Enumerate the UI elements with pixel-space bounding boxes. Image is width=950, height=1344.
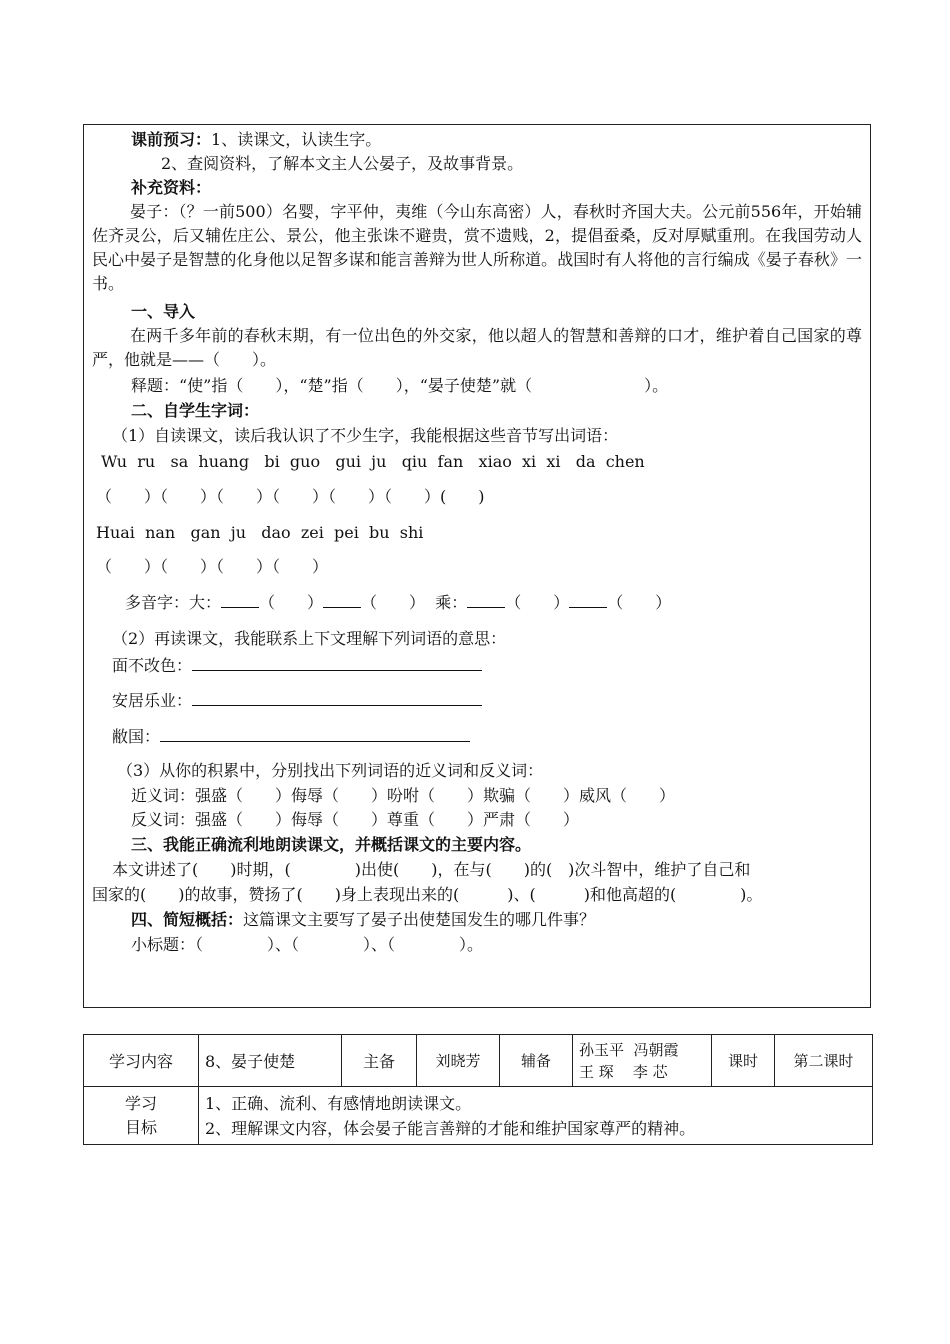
goal-2: 2、理解课文内容，体会晏子能言善辩的才能和维护国家尊严的精神。 (205, 1118, 696, 1138)
vocab-q1: （1）自读课文，读后我认识了不少生字，我能根据这些音节写出词语： (112, 426, 619, 445)
word-meaning-3 (112, 725, 470, 749)
main-value: 刘晓芳 (417, 1035, 500, 1087)
word-meaning-1 (112, 654, 482, 678)
pinyin-row-1: Wu ru sa huang bi guo gui ju qiu fan xiao xi xi da chen (101, 452, 645, 471)
synonyms-line: 近义词：强盛（ ）侮辱（ ）吩咐（ ）欺骗（ ）威风（ ） (131, 786, 676, 805)
preview-item-1: 1、读课文，认读生字。 (211, 130, 382, 149)
title-explain: 释题：“使”指（ ），“楚”指（ ），“晏子使楚”就（ ）。 (131, 376, 669, 395)
pinyin-row-2: Huai nan gan ju dao zei pei bu shi (96, 523, 424, 542)
goal-label-line-2: 目标 (124, 1117, 157, 1137)
goal-1: 1、正确、流利、有感情地朗读课文。 (205, 1093, 472, 1113)
summary-question: 这篇课文主要写了晏子出使楚国发生的哪几件事？ (243, 910, 596, 929)
content-value: 8、晏子使楚 (199, 1035, 342, 1087)
content-label: 学习内容 (84, 1035, 199, 1087)
word-label: 安居乐业： (112, 691, 193, 710)
blanks-row-1: （ ）（ ）（ ）（ ）（ ）（ ）( ) (96, 487, 485, 506)
table-row (84, 1087, 873, 1145)
word-label: 面不改色： (112, 656, 193, 675)
period-label: 课时 (712, 1035, 775, 1087)
polyphone-label: 多音字： (125, 593, 190, 612)
read-line-1: 本文讲述了( )时期，( )出使( )，在与( )的( )次斗智中，维护了自己和 (112, 860, 751, 879)
summary-line (131, 908, 595, 932)
summary-heading: 四、简短概括： (131, 910, 244, 929)
assist-label: 辅备 (500, 1035, 573, 1087)
intro-text: 在两千多年前的春秋末期，有一位出色的外交家，他以超人的智慧和善辩的口才，维护着自己国家的尊严，他就是——（ ）。 (92, 326, 862, 369)
assist-names-line-1: 孙玉平 冯朝霞 (579, 1040, 679, 1059)
subtitles-line: 小标题：（ ）、（ ）、（ ）。 (131, 935, 484, 954)
main-label: 主备 (342, 1035, 417, 1087)
goal-label-line-1: 学习 (124, 1093, 157, 1113)
vocab-q2: （2）再读课文，我能联系上下文理解下列词语的意思： (112, 629, 507, 648)
read-heading: 三、我能正确流利地朗读课文，并概括课文的主要内容。 (131, 835, 532, 854)
goal-label (84, 1087, 199, 1145)
word-meaning-2 (112, 689, 482, 713)
preview-item-2: 2、查阅资料，了解本文主人公晏子，及故事背景。 (161, 154, 524, 173)
word-label: 敝国： (112, 727, 161, 746)
paren-blank: （ ） (361, 593, 426, 612)
supplement-text: 晏子：（？一前500）名婴，字平仲，夷维（今山东高密）人，春秋时齐国大夫。公元前556年，开始辅佐齐灵公，后又辅佐庄公、景公，他主张诛不避贵，赏不遗贱，2，提倡蚕桑，反对厚赋重刑。在我国劳动人民心中晏子是智慧的化身他以足智多谋和能言善辩为世人所称道。战国时有人将他的言行编成《晏子春秋》一书。 (92, 202, 862, 293)
answer-line (192, 654, 482, 671)
goal-content (199, 1087, 873, 1145)
preview-label: 课前预习： (131, 130, 212, 149)
polyphone-line (125, 591, 671, 615)
supplement-label: 补充资料： (131, 178, 212, 197)
answer-line (192, 689, 482, 706)
assist-names-line-2: 王 琛 李 芯 (579, 1062, 668, 1081)
assist-names (573, 1035, 712, 1087)
read-line-2: 国家的( )的故事，赞扬了( )身上表现出来的( )、( )和他高超的( )。 (92, 885, 763, 904)
vocab-heading: 二、自学生字词： (131, 401, 260, 420)
blank-line (221, 591, 259, 608)
antonyms-line: 反义词：强盛（ ）侮辱（ ）尊重（ ）严肃（ ） (131, 810, 580, 829)
intro-heading: 一、导入 (131, 302, 196, 321)
period-value: 第二课时 (775, 1035, 873, 1087)
poly-cheng: 乘： (435, 593, 468, 612)
lesson-info-table (83, 1034, 873, 1145)
blank-line (569, 591, 607, 608)
vocab-q3: （3）从你的积累中，分别找出下列词语的近义词和反义词： (117, 761, 544, 780)
preview-line (131, 128, 381, 152)
paren-blank: （ ） (259, 593, 324, 612)
poly-da: 大： (189, 593, 222, 612)
table-row (84, 1035, 873, 1087)
paren-blank: （ ） (505, 593, 570, 612)
answer-line (160, 725, 470, 742)
paren-blank: （ ） (607, 593, 672, 612)
blank-line (323, 591, 361, 608)
blank-line (467, 591, 505, 608)
blanks-row-2: （ ）（ ）（ ）（ ） (96, 557, 329, 576)
